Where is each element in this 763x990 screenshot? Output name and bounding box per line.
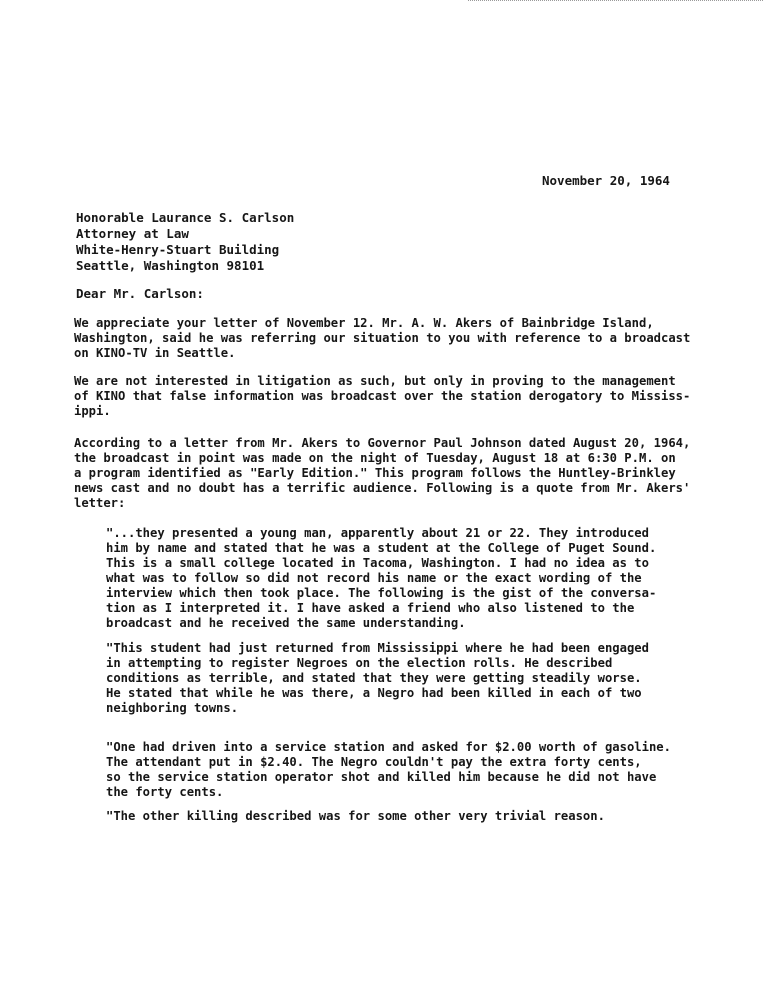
text-line: broadcast and he received the same understanding. <box>106 616 466 630</box>
text-line: what was to follow so did not record his name or the exact wording of the <box>106 571 642 585</box>
body-paragraph <box>74 316 690 361</box>
recipient-line: Seattle, Washington 98101 <box>76 258 265 273</box>
text-line: "This student had just returned from Mississippi where he had been engaged <box>106 641 649 655</box>
letter-date: November 20, 1964 <box>542 173 670 188</box>
recipient-line: Honorable Laurance S. Carlson <box>76 210 295 225</box>
text-line: We are not interested in litigation as such, but only in proving to the management <box>74 374 676 388</box>
text-line: interview which then took place. The following is the gist of the conversa- <box>106 586 657 600</box>
text-line: Washington, said he was referring our situation to you with reference to a broadcast <box>74 331 691 345</box>
body-paragraph <box>74 436 690 511</box>
salutation: Dear Mr. Carlson: <box>76 286 204 301</box>
text-line: "...they presented a young man, apparently about 21 or 22. They introduced <box>106 526 649 540</box>
recipient-line: Attorney at Law <box>76 226 189 241</box>
text-line: on KINO-TV in Seattle. <box>74 346 236 360</box>
text-line: the forty cents. <box>106 785 224 799</box>
quote-paragraph <box>106 740 671 800</box>
text-line: According to a letter from Mr. Akers to Governor Paul Johnson dated August 20, 1964, <box>74 436 691 450</box>
text-line: He stated that while he was there, a Negro had been killed in each of two <box>106 686 642 700</box>
text-line: conditions as terrible, and stated that they were getting steadily worse. <box>106 671 642 685</box>
text-line: This is a small college located in Tacoma, Washington. I had no idea as to <box>106 556 649 570</box>
text-line: news cast and no doubt has a terrific audience. Following is a quote from Mr. Akers' <box>74 481 691 495</box>
text-line: the broadcast in point was made on the night of Tuesday, August 18 at 6:30 P.M. on <box>74 451 676 465</box>
text-line: letter: <box>74 496 126 510</box>
text-line: so the service station operator shot and killed him because he did not have <box>106 770 657 784</box>
recipient-line: White-Henry-Stuart Building <box>76 242 280 257</box>
quote-paragraph <box>106 526 656 631</box>
text-line: The attendant put in $2.40. The Negro couldn't pay the extra forty cents, <box>106 755 642 769</box>
text-line: "One had driven into a service station and asked for $2.00 worth of gasoline. <box>106 740 671 754</box>
text-line: a program identified as "Early Edition." This program follows the Huntley-Brinkley <box>74 466 676 480</box>
text-line: of KINO that false information was broadcast over the station derogatory to Mississ- <box>74 389 691 403</box>
quote-paragraph <box>106 809 605 824</box>
text-line: tion as I interpreted it. I have asked a friend who also listened to the <box>106 601 635 615</box>
text-line: ippi. <box>74 404 111 418</box>
text-line: neighboring towns. <box>106 701 239 715</box>
text-line: in attempting to register Negroes on the election rolls. He described <box>106 656 613 670</box>
text-line: "The other killing described was for some other very trivial reason. <box>106 809 605 823</box>
body-paragraph <box>74 374 690 419</box>
text-line: We appreciate your letter of November 12. Mr. A. W. Akers of Bainbridge Island, <box>74 316 654 330</box>
recipient-address <box>76 210 294 274</box>
text-line: him by name and stated that he was a student at the College of Puget Sound. <box>106 541 657 555</box>
top-dotted-border <box>468 0 763 1</box>
quote-paragraph <box>106 641 649 716</box>
